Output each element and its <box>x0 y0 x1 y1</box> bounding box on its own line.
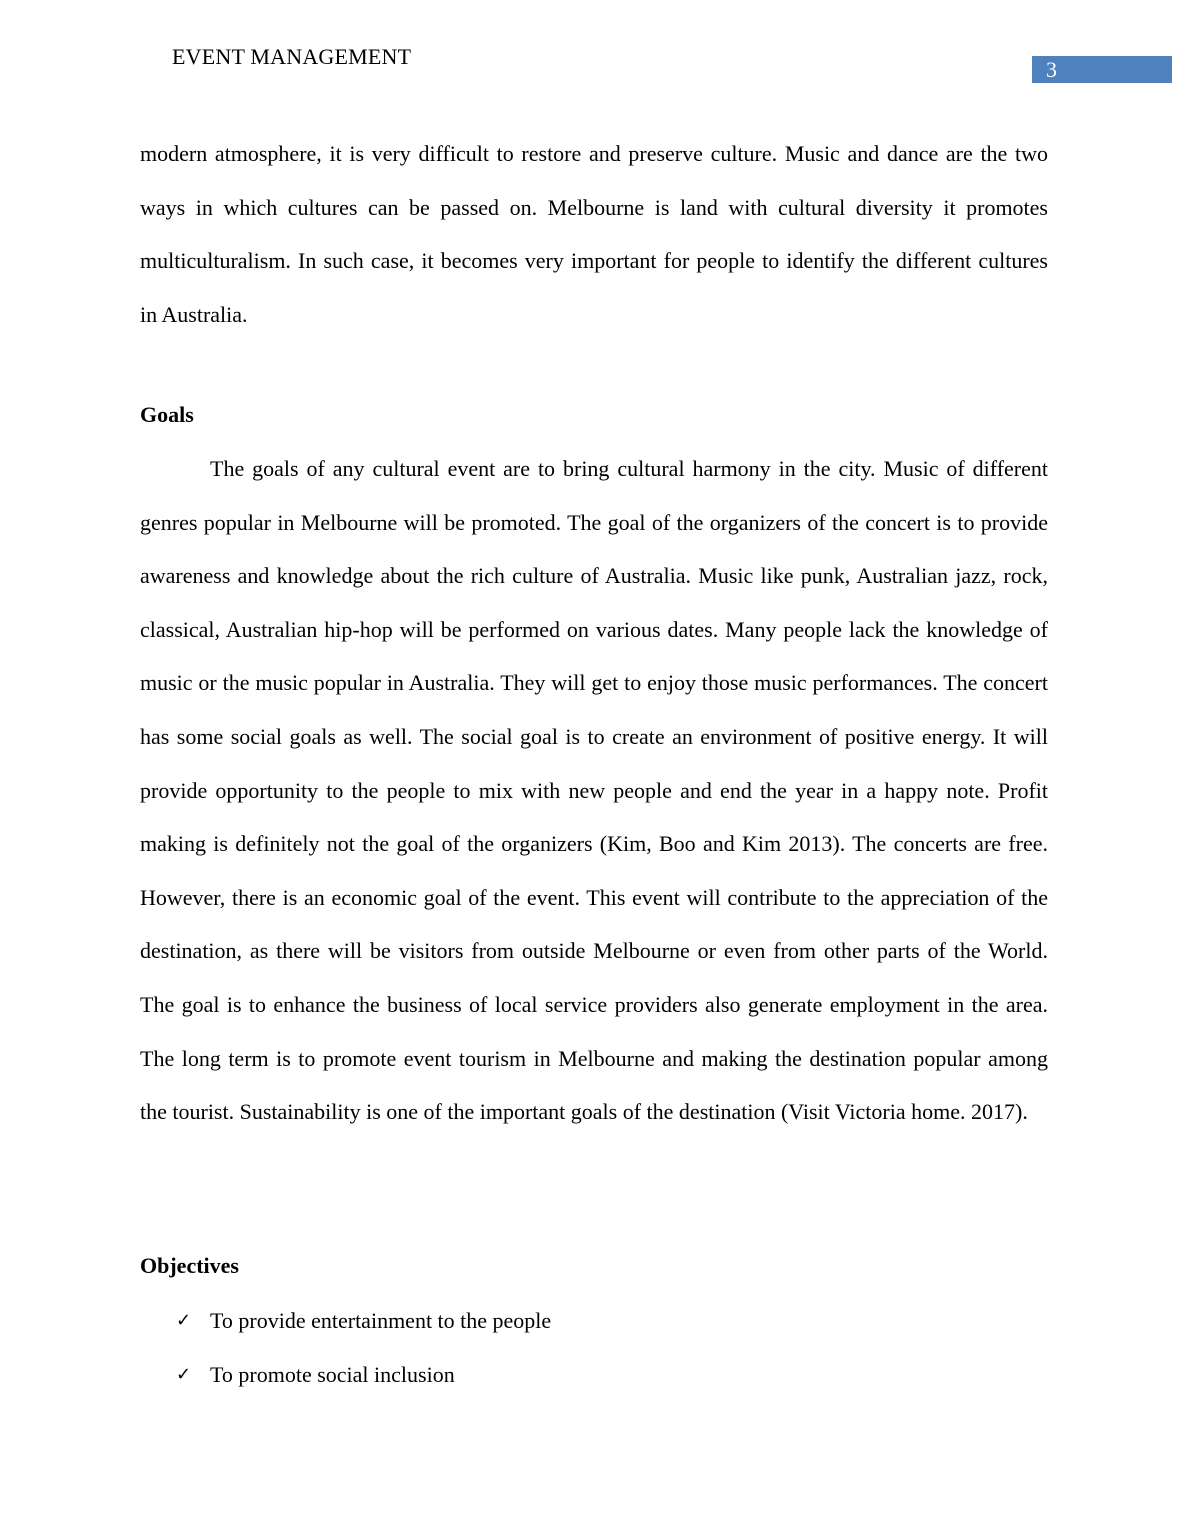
page-number-badge <box>1032 56 1172 83</box>
intro-paragraph: modern atmosphere, it is very difficult to restore and preserve culture. Music and dance are the two ways in which cultures can be passed on. Melbourne is land with cultural diversity it promotes multiculturalism. In such case, it becomes very important for people to identify the different cultures in Australia. <box>140 141 1048 327</box>
running-head: EVENT MANAGEMENT <box>172 44 412 69</box>
list-item <box>140 1294 1048 1348</box>
goals-paragraph: The goals of any cultural event are to bring cultural harmony in the city. Music of different genres popular in Melbourne will be promoted. The goal of the organizers of the concert is to provide awareness and knowledge about the rich culture of Australia. Music like punk, Australian jazz, rock, classical, Australian hip-hop will be performed on various dates. Many people lack the knowledge of music or the music popular in Australia. They will get to enjoy those music performances. The concert has some social goals as well. The social goal is to create an environment of positive energy. It will provide opportunity to the people to mix with new people and end the year in a happy note. Profit making is definitely not the goal of the organizers (Kim, Boo and Kim 2013). The concerts are free. However, there is an economic goal of the event. This event will contribute to the appreciation of the destination, as there will be visitors from outside Melbourne or even from other parts of the World. The goal is to enhance the business of local service providers also generate employment in the area. The long term is to promote event tourism in Melbourne and making the destination popular among the tourist. Sustainability is one of the important goals of the destination (Visit Victoria home. 2017). <box>140 456 1048 1125</box>
objectives-heading: Objectives <box>140 1253 239 1278</box>
goals-heading: Goals <box>140 402 194 427</box>
objective-text: To promote social inclusion <box>210 1361 455 1387</box>
check-icon: ✓ <box>176 1363 192 1385</box>
page-number: 3 <box>1046 57 1057 82</box>
objective-text: To provide entertainment to the people <box>210 1308 552 1333</box>
objectives-list <box>140 1294 1048 1401</box>
list-item <box>140 1348 1048 1402</box>
check-icon: ✓ <box>176 1310 192 1331</box>
